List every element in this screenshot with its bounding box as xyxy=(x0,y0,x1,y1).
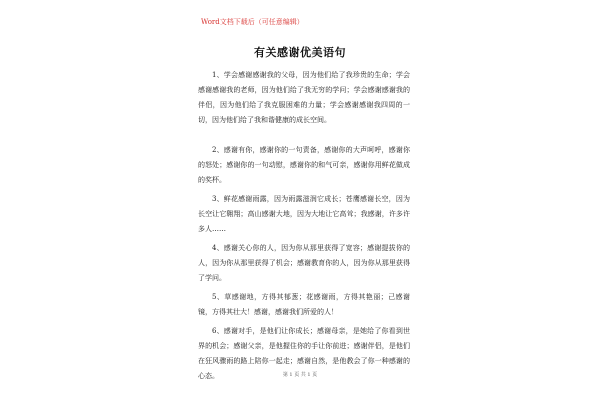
document-title: 有关感谢优美语句 xyxy=(254,46,346,59)
page-number: 第 1 页 共 1 页 xyxy=(282,372,318,378)
paragraph-5: 5、草感谢地，方得其郁葱；花感谢雨，方得其艳丽；己感谢镜，方得其壮大！感谢，感谢我们所爱的人！ xyxy=(198,293,410,316)
download-watermark: Word文档下载后（可任意编辑） xyxy=(201,18,304,26)
paragraph-2: 2、感谢有你，感谢你的一句责备，感谢你的大声呵呼，感谢你的怒处；感谢你的一句动慰，感谢你的和气可亲，感谢你用鲜花做成的奖杯。 xyxy=(198,146,410,184)
paragraph-3: 3、鲜花感谢雨露，因为雨露滋润它成长；苍鹰感谢长空，因为长空让它翱翔；高山感谢大地，因为大地让它高耸；我感谢，许多许多人…… xyxy=(198,195,410,233)
document-body xyxy=(198,68,410,384)
paragraph-4: 4、感谢关心你的人，因为你从那里获得了宽容；感谢提拔你的人，因为你从那里获得了机会；感谢教育你的人，因为你从那里获得了学问。 xyxy=(198,244,410,282)
paragraph-1: 1、学会感谢感谢我的父母，因为他们给了我珍贵的生命；学会感谢感谢我的老师，因为他们给了我无穷的学问；学会感谢感谢我的伴侣，因为他们给了我克服困难的力量；学会感谢感谢我四周的一切，因为他们给了我和谐健康的成长空间。 xyxy=(198,71,410,124)
paragraph-6: 6、感谢对手，是他们让你成长；感谢母亲，是她给了你看到世界的机会；感谢父亲，是他握住你的手让你前进；感谢伴侣，是他们在狂风骤雨的路上陪你一起走；感谢自然，是他教会了你一种感谢的心态。 xyxy=(198,327,410,380)
